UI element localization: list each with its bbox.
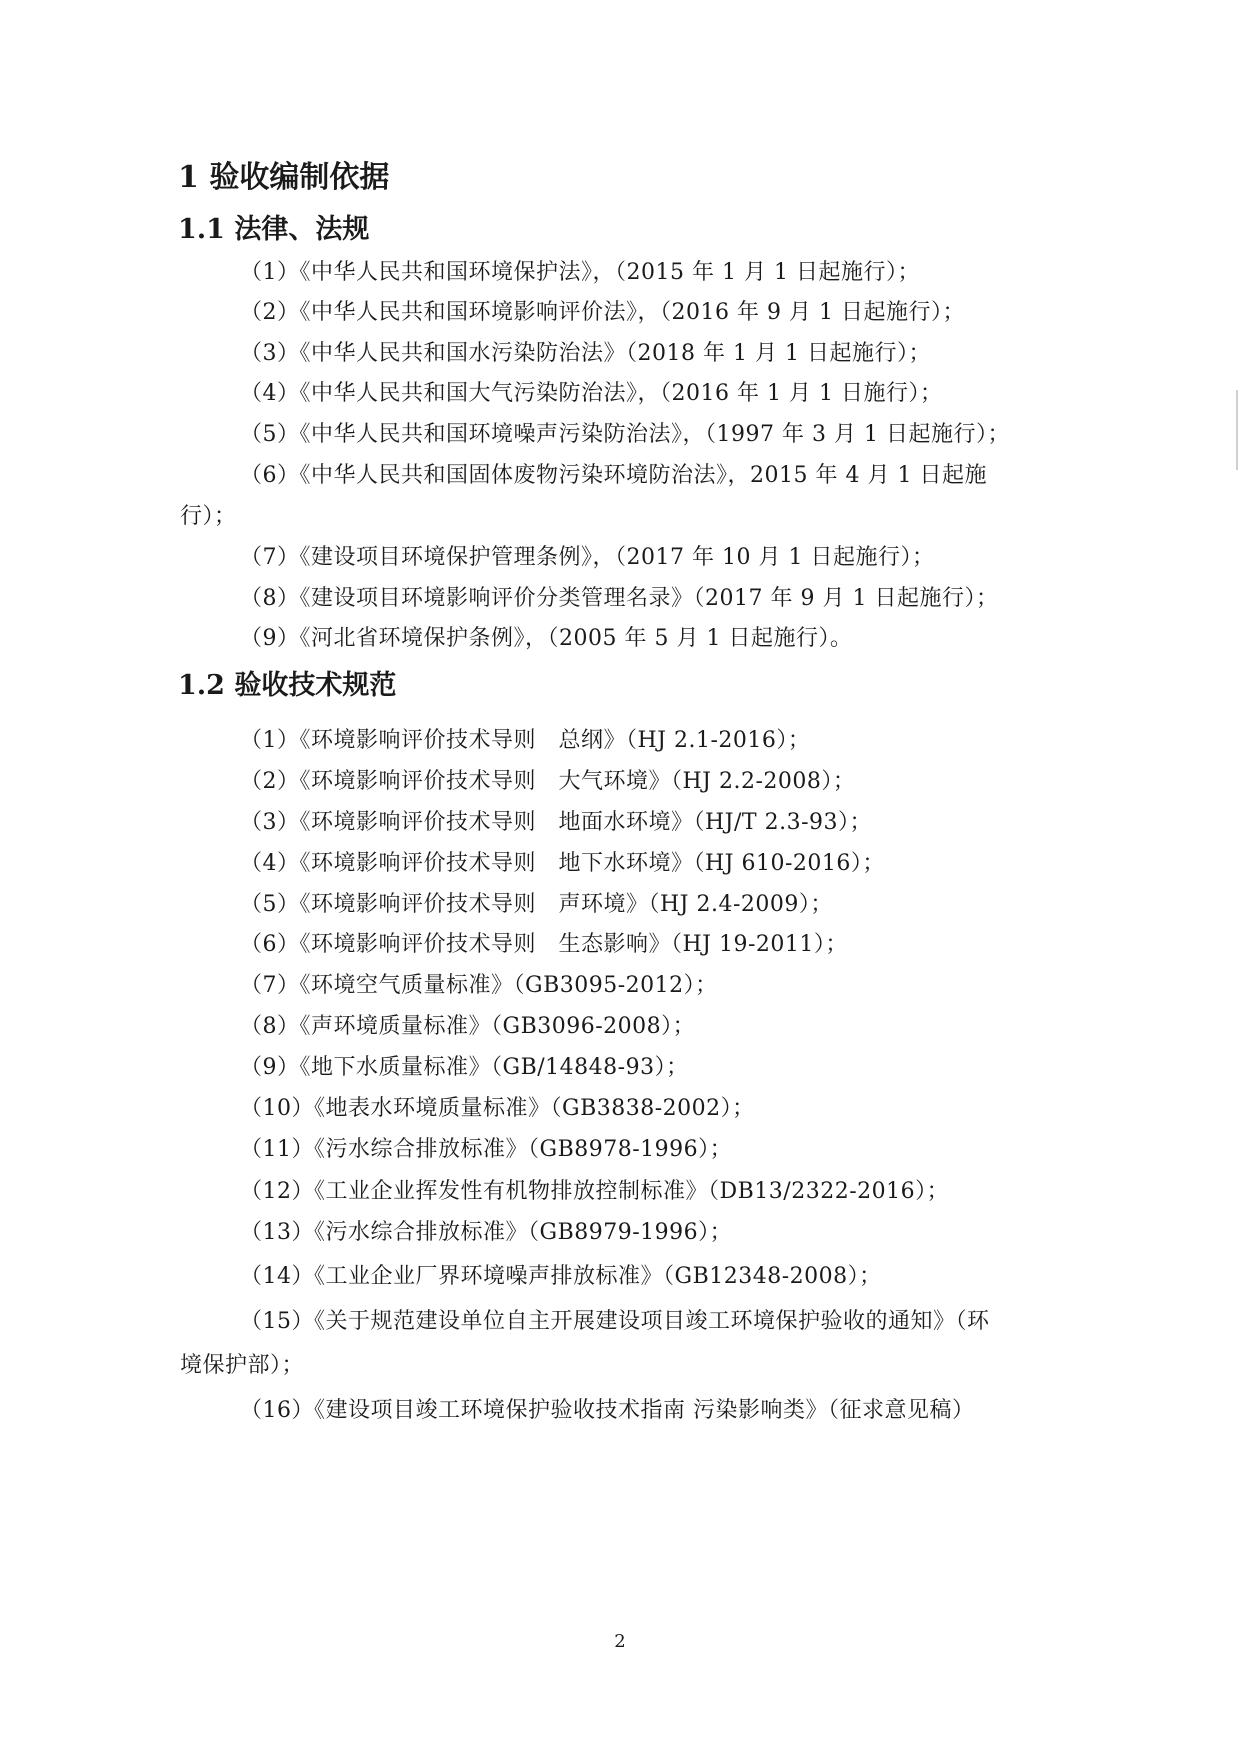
standard-item: （5）《环境影响评价技术导则 声环境》（HJ 2.4-2009）；: [240, 892, 833, 917]
law-item-continuation: 行）；: [180, 504, 237, 529]
standard-item: （15）《关于规范建设单位自主开展建设项目竣工环境保护验收的通知》（环: [240, 1309, 990, 1334]
law-item: （4）《中华人民共和国大气污染防治法》，（2016 年 1 月 1 日施行）；: [240, 381, 943, 406]
law-item: （1）《中华人民共和国环境保护法》，（2015 年 1 月 1 日起施行）；: [240, 260, 920, 285]
standard-item: （9）《地下水质量标准》（GB/14848-93）；: [240, 1055, 689, 1080]
standard-item: （1）《环境影响评价技术导则 总纲》（HJ 2.1-2016）；: [240, 728, 811, 753]
standard-item: （2）《环境影响评价技术导则 大气环境》（HJ 2.2-2008）；: [240, 769, 856, 794]
law-item: （7）《建设项目环境保护管理条例》，（2017 年 10 月 1 日起施行）；: [240, 545, 935, 570]
section-heading-standards: 1.2 验收技术规范: [178, 670, 397, 701]
standard-item: （6）《环境影响评价技术导则 生态影响》（HJ 19-2011）；: [240, 932, 848, 957]
standard-item-continuation: 境保护部）；: [180, 1353, 305, 1378]
standard-item: （12）《工业企业挥发性有机物排放控制标准》（DB13/2322-2016）；: [240, 1179, 950, 1204]
law-item: （3）《中华人民共和国水污染防治法》（2018 年 1 月 1 日起施行）；: [240, 341, 931, 366]
section-heading-laws: 1.1 法律、法规: [178, 214, 370, 245]
page-number: 2: [614, 1631, 626, 1652]
standard-item: （3）《环境影响评价技术导则 地面水环境》（HJ/T 2.3-93）；: [240, 810, 872, 835]
chapter-heading: 1 验收编制依据: [178, 160, 390, 195]
law-item: （5）《中华人民共和国环境噪声污染防治法》，（1997 年 3 月 1 日起施行）；: [240, 422, 1010, 447]
scan-margin-mark: [1236, 390, 1238, 470]
standard-item: （13）《污水综合排放标准》（GB8979-1996）；: [240, 1220, 733, 1245]
standard-item: （11）《污水综合排放标准》（GB8978-1996）；: [240, 1137, 733, 1162]
law-item: （6）《中华人民共和国固体废物污染环境防治法》，2015 年 4 月 1 日起施: [240, 463, 987, 488]
standard-item: （10）《地表水环境质量标准》（GB3838-2002）；: [240, 1096, 755, 1121]
law-item: （9）《河北省环境保护条例》，（2005 年 5 月 1 日起施行）。: [240, 626, 853, 651]
standard-item: （14）《工业企业厂界环境噪声排放标准》（GB12348-2008）；: [240, 1264, 882, 1289]
standard-item: （4）《环境影响评价技术导则 地下水环境》（HJ 610-2016）；: [240, 851, 885, 876]
standard-item: （7）《环境空气质量标准》（GB3095-2012）；: [240, 973, 718, 998]
standard-item: （16）《建设项目竣工环境保护验收技术指南 污染影响类》（征求意见稿）: [240, 1398, 975, 1423]
law-item: （2）《中华人民共和国环境影响评价法》，（2016 年 9 月 1 日起施行）；: [240, 300, 965, 325]
law-item: （8）《建设项目环境影响评价分类管理名录》（2017 年 9 月 1 日起施行）；: [240, 586, 999, 611]
standard-item: （8）《声环境质量标准》（GB3096-2008）；: [240, 1014, 696, 1039]
